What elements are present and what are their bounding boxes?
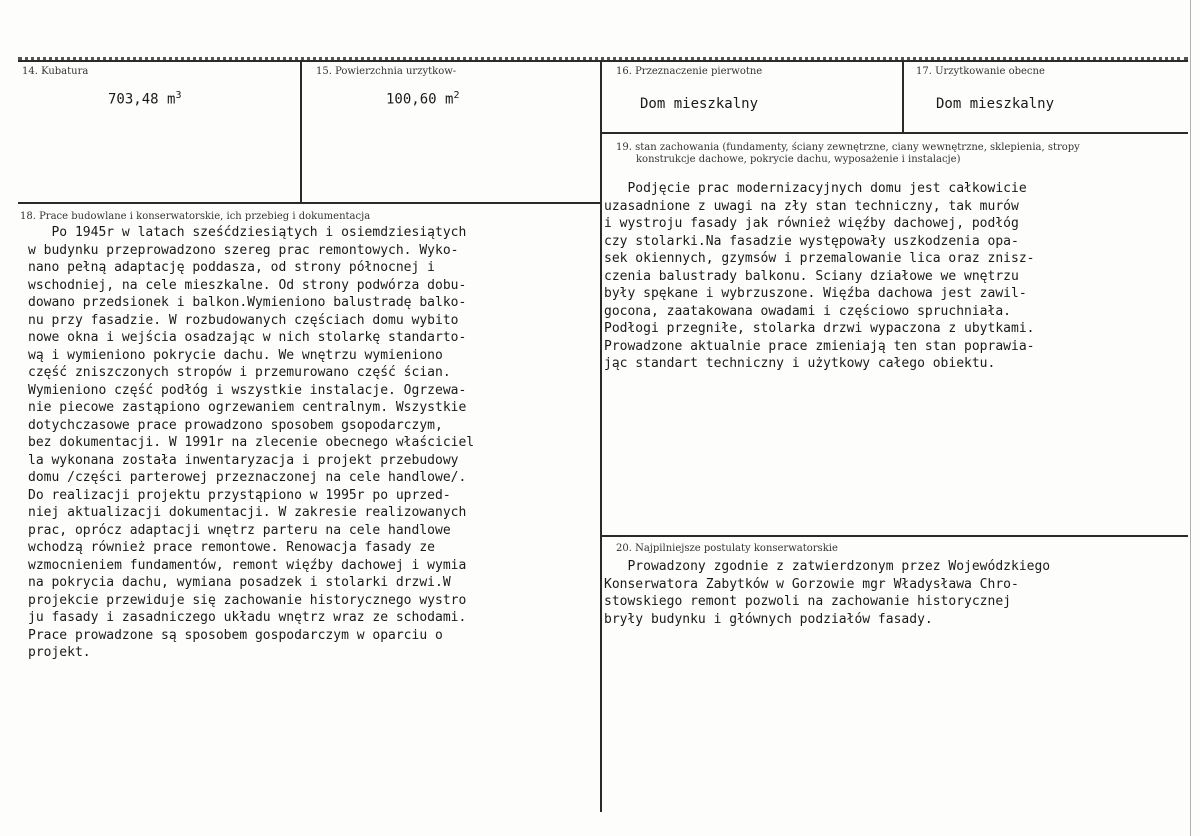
left-section-divider xyxy=(18,202,600,204)
field-15-value-text: 100,60 m xyxy=(386,91,454,108)
right-section-divider-mid xyxy=(602,535,1188,537)
right-edge xyxy=(1190,0,1191,836)
field-16-value: Dom mieszkalny xyxy=(640,96,759,112)
field-14-value-text: 703,48 m xyxy=(108,91,176,108)
field-20-label: 20. Najpilniejsze postulaty konserwatorskie xyxy=(616,543,838,554)
field-15-value xyxy=(386,90,459,108)
top-border-line xyxy=(18,60,1188,62)
center-divider xyxy=(600,60,602,812)
field-17-value: Dom mieszkalny xyxy=(936,96,1055,112)
field-16-label: 16. Przeznaczenie pierwotne xyxy=(616,66,763,77)
field-15-label: 15. Powierzchnia urzytkow- xyxy=(316,66,457,77)
right-section-divider-top xyxy=(602,132,1188,134)
divider-16-17 xyxy=(902,60,904,132)
field-18-label: 18. Prace budowlane i konserwatorskie, ich przebieg i dokumentacja xyxy=(20,211,371,222)
field-17-label: 17. Urzytkowanie obecne xyxy=(916,66,1045,77)
field-18-text: Po 1945r w latach sześćdziesiątych i osiemdziesiątych w budynku przeprowadzono szereg prac remontowych. Wyko- nano pełną adaptację poddasza, od strony północnej i wschodniej, na cele mieszkalne. Od strony podwórza dobu- dowano przedsionek i balkon.Wymieniono balustradę balko- nu przy fasadzie. W rozbudowanych częściach domu wybito nowe okna i wejścia osadzając w nich stolarkę standarto- wą i wymieniono pokrycie dachu. We wnętrzu wymieniono część zniszczonych stropów i przemurowano część ścian. Wymieniono część podłóg i wszystkie instalacje. Ogrzewa- nie piecowe zastąpiono ogrzewaniem centralnym. Wszystkie dotychczasowe prace prowadzono sposobem gsopodarczym, bez dokumentacji. W 1991r na zlecenie obecnego właściciel la wykonana została inwentaryzacja i projekt przebudowy domu /części parterowej przeznaczonej na cele handlowe/. Do realizacji projektu przystąpiono w 1995r po uprzed- niej aktualizacji dokumentacji. W zakresie realizowanych prac, oprócz adaptacji wnętrz parteru na cele handlowe wchodzą również prace remontowe. Renowacja fasady ze wzmocnieniem fundamentów, remont więźby dachowej i wymia na pokrycia dachu, wymiana posadzek i stolarki drzwi.W projekcie przewiduje się zachowanie historycznego wystro ju fasady i zasadniczego układu wnętrz wraz ze schodami. Prace prowadzone są sposobem gospodarczym w oparciu o projekt. xyxy=(28,225,475,660)
field-20-text: Prowadzony zgodnie z zatwierdzonym przez Wojewódzkiego Konserwatora Zabytków w Gorzowie mgr Władysława Chro- stowskiego remont pozwoli na zachowanie historycznej bryły budynku i głównych podziałów fasady. xyxy=(604,559,1051,627)
divider-14-15 xyxy=(300,60,302,202)
field-19-text: Podjęcie prac modernizacyjnych domu jest całkowicie uzasadnione z uwagi na zły stan techniczny, tak murów i wystroju fasady jak również więźby dachowej, podłóg czy stolarki.Na fasadzie występowały uszkodzenia opa- sek okiennych, gzymsów i przemalowanie lica oraz znisz- czenia balustrady balkonu. Sciany działowe we wnętrzu były spękane i wybrzuszone. Więźba dachowa jest zawil- gocona, zaatakowana owadami i częściowo spruchniała. Podłogi przegniłe, stolarka drzwi wypaczona z ubytkami. Prowadzone aktualnie prace zmieniają ten stan poprawia- jąc standart techniczny i użytkowy całego obiektu. xyxy=(604,181,1035,371)
field-15-unit-sup: 2 xyxy=(453,90,460,101)
field-14-unit-sup: 3 xyxy=(175,90,182,101)
field-19-label-line1: 19. stan zachowania (fundamenty, ściany zewnętrzne, ciany wewnętrzne, sklepienia, stropy xyxy=(616,142,1080,153)
field-14-value xyxy=(108,90,181,108)
field-19-label-line2: konstrukcje dachowe, pokrycie dachu, wyposażenie i instalacje) xyxy=(636,154,961,165)
field-14-label: 14. Kubatura xyxy=(22,66,89,77)
